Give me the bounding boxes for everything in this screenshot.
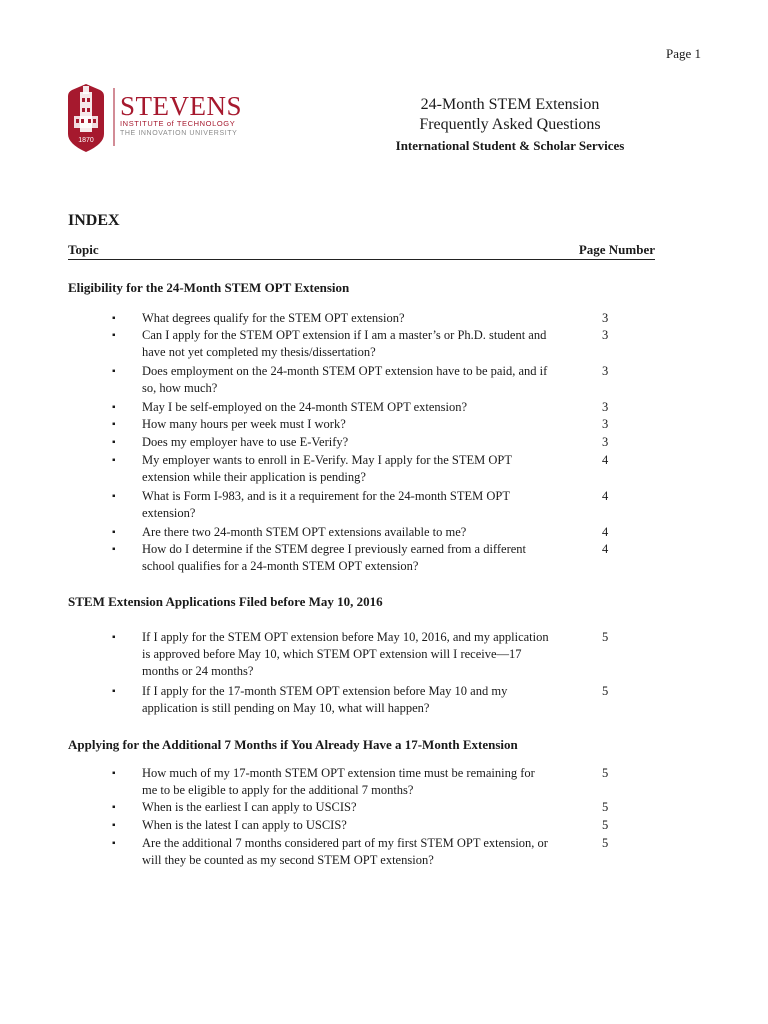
item-page: 4 (602, 525, 609, 539)
item-page: 3 (602, 435, 609, 449)
bullet-icon: ▪ (112, 437, 116, 448)
item-page: 4 (602, 542, 609, 556)
section-title: STEM Extension Applications Filed before May 10, 2016 (68, 594, 383, 609)
svg-text:1870: 1870 (78, 137, 94, 144)
item-text: How do I determine if the STEM degree I previously earned from a different school qualifies for a 24-month STEM OPT extension? (142, 542, 527, 573)
logo-tagline: THE INNOVATION UNIVERSITY (120, 130, 238, 137)
item-page: 3 (602, 417, 609, 431)
item-text: My employer wants to enroll in E-Verify. May I apply for the STEM OPT extension while their application is pending? (142, 453, 512, 484)
item-page: 5 (602, 766, 609, 780)
bullet-icon: ▪ (112, 768, 116, 779)
page-number-label: Page 1 (666, 46, 702, 61)
title-line-2: Frequently Asked Questions (419, 116, 601, 133)
bullet-icon: ▪ (112, 838, 116, 849)
page-number-column-header: Page Number (578, 242, 655, 257)
bullet-icon: ▪ (112, 491, 116, 502)
item-text: Does employment on the 24-month STEM OPT extension have to be paid, and if so, how much? (142, 364, 548, 395)
item-text: How many hours per week must I work? (142, 417, 346, 431)
item-text: How much of my 17-month STEM OPT extension time must be remaining for me to be eligible to apply for the additional 7 months? (142, 766, 535, 797)
item-page: 3 (602, 364, 609, 378)
bullet-icon: ▪ (112, 313, 116, 324)
item-page: 3 (602, 400, 609, 414)
bullet-icon: ▪ (112, 820, 116, 831)
item-text: When is the earliest I can apply to USCIS? (142, 800, 357, 814)
document-title (340, 95, 680, 157)
item-page: 5 (602, 800, 609, 814)
item-page: 4 (602, 453, 609, 467)
topic-column-header: Topic (68, 242, 99, 257)
item-page: 3 (602, 328, 609, 342)
bullet-icon: ▪ (112, 419, 116, 430)
item-text: Does my employer have to use E-Verify? (142, 435, 349, 449)
item-text: When is the latest I can apply to USCIS? (142, 818, 347, 832)
item-page: 5 (602, 836, 609, 850)
bullet-icon: ▪ (112, 455, 116, 466)
item-page: 5 (602, 630, 609, 644)
bullet-icon: ▪ (112, 527, 116, 538)
item-page: 5 (602, 818, 609, 832)
logo-subtitle: INSTITUTE of TECHNOLOGY (120, 119, 236, 128)
bullet-icon: ▪ (112, 632, 116, 643)
bullet-icon: ▪ (112, 402, 116, 413)
logo-wordmark (120, 91, 243, 137)
bullet-icon: ▪ (112, 802, 116, 813)
item-text: Can I apply for the STEM OPT extension if I am a master’s or Ph.D. student and have not yet completed my thesis/dissertation? (142, 328, 547, 359)
index-heading: INDEX (68, 212, 120, 229)
bullet-icon: ▪ (112, 544, 116, 555)
item-text: Are there two 24-month STEM OPT extensions available to me? (142, 525, 467, 539)
item-text: May I be self-employed on the 24-month STEM OPT extension? (142, 400, 468, 414)
section-title: Eligibility for the 24-Month STEM OPT Extension (68, 280, 350, 295)
item-text: If I apply for the STEM OPT extension before May 10, 2016, and my application is approved before May 10, which STEM OPT extension will I receive—17 months or 24 months? (142, 630, 549, 678)
title-line-3: International Student & Scholar Services (395, 138, 625, 153)
item-text: Are the additional 7 months considered part of my first STEM OPT extension, or will they be counted as my second STEM OPT extension? (142, 836, 548, 867)
item-text: If I apply for the 17-month STEM OPT extension before May 10 and my application is still pending on May 10, what will happen? (142, 684, 508, 715)
item-text: What degrees qualify for the STEM OPT extension? (142, 311, 405, 325)
item-page: 3 (602, 311, 609, 325)
logo-name: STEVENS (120, 91, 243, 121)
bullet-icon: ▪ (112, 366, 116, 377)
item-page: 4 (602, 489, 609, 503)
section-title: Applying for the Additional 7 Months if You Already Have a 17-Month Extension (68, 737, 518, 752)
item-page: 5 (602, 684, 609, 698)
bullet-icon: ▪ (112, 330, 116, 341)
title-line-1: 24-Month STEM Extension (420, 96, 600, 113)
item-text: What is Form I-983, and is it a requirement for the 24-month STEM OPT extension? (142, 489, 510, 520)
bullet-icon: ▪ (112, 686, 116, 697)
index-table-header (68, 241, 655, 260)
